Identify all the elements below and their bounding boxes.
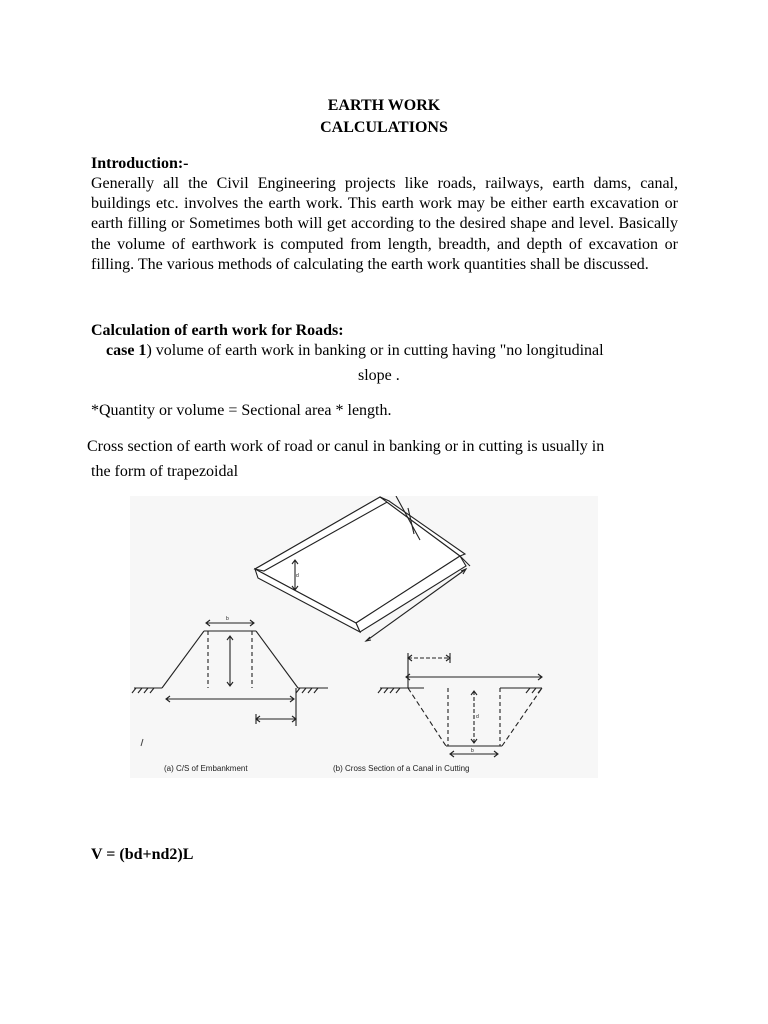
document-title-line-1: EARTH WORK bbox=[327, 97, 441, 114]
prism-label-d: d bbox=[296, 573, 299, 579]
caption-embankment: (a) C/S of Embankment bbox=[164, 764, 248, 773]
caption-canal: (b) Cross Section of a Canal in Cutting bbox=[333, 764, 470, 773]
document-title-line-2: CALCULATIONS bbox=[320, 119, 448, 136]
introduction-heading: Introduction:- bbox=[91, 155, 189, 172]
earthwork-diagram bbox=[130, 496, 598, 778]
case-1-text: ) volume of earth work in banking or in cutting having "no longitudinal bbox=[146, 342, 604, 359]
cross-section-text-line-2: the form of trapezoidal bbox=[91, 463, 239, 480]
canal-label-b: b bbox=[471, 748, 474, 754]
canal-label-d: d bbox=[476, 714, 479, 720]
introduction-paragraph: Generally all the Civil Engineering projects like roads, railways, earth dams, canal, buildings etc. involves the earth work. This earth work may be either earth excavation or earth filling or Sometimes both will get according to the desired shape and level. Basically the volume of earthwork is computed from length, breadth, and depth of excavation or filling. The various methods of calculating the earth work quantities shall be discussed. bbox=[91, 175, 678, 273]
embankment-label-b: b bbox=[226, 616, 229, 622]
earthwork-figure bbox=[130, 496, 598, 778]
case-1-text-continued: slope . bbox=[358, 367, 400, 384]
case-1-label: case 1 bbox=[106, 342, 147, 359]
case-1-line bbox=[106, 341, 604, 361]
quantity-formula-text: *Quantity or volume = Sectional area * length. bbox=[91, 402, 392, 419]
cross-section-text-line-1: Cross section of earth work of road or canul in banking or in cutting is usually in bbox=[87, 438, 605, 455]
roads-heading: Calculation of earth work for Roads: bbox=[91, 322, 344, 339]
volume-formula: V = (bd+nd2)L bbox=[91, 846, 194, 863]
